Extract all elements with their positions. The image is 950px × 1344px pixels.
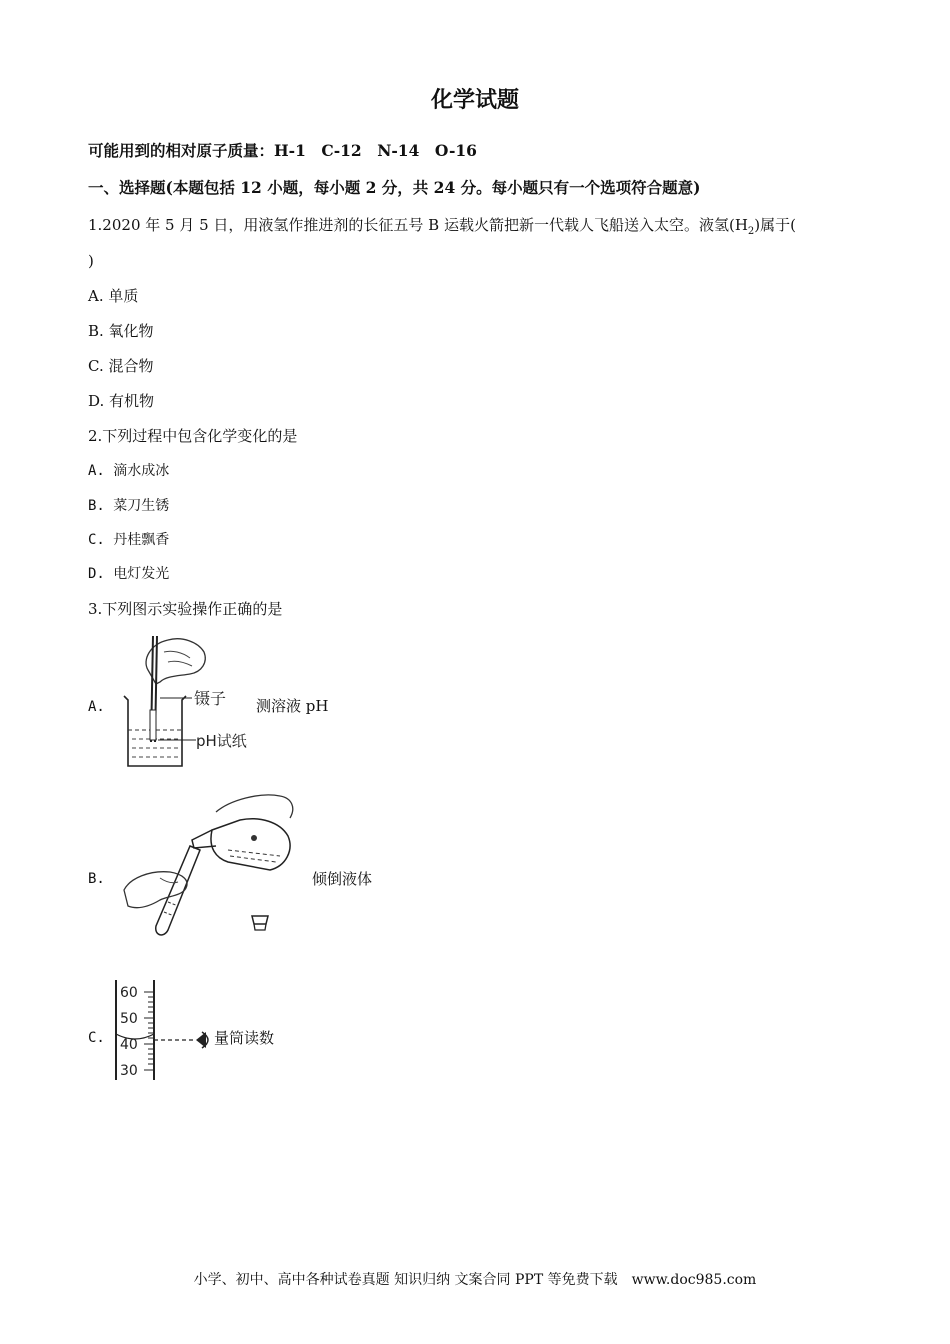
- atomic-mass-line: 可能用到的相对原子质量：H-1 C-12 N-14 O-16: [88, 141, 477, 160]
- page-title: 化学试题: [430, 87, 519, 113]
- tick-label: 40: [120, 1037, 138, 1053]
- q3-option-c-caption: 量筒读数: [214, 1029, 275, 1047]
- ph-paper-label: pH试纸: [196, 732, 247, 750]
- q3-option-a-letter: A.: [88, 699, 105, 715]
- tick-label: 60: [120, 985, 138, 1001]
- cylinder-reading-figure: [110, 980, 220, 1082]
- tick-label: 50: [120, 1011, 138, 1027]
- q3-stem: 3.下列图示实验操作正确的是: [88, 600, 283, 618]
- hand-icon: [216, 795, 293, 818]
- ph-paper-icon: [150, 710, 156, 740]
- test-tube-icon: [156, 846, 200, 935]
- q3-option-c-letter: C.: [88, 1030, 105, 1046]
- footer-ad: 小学、初中、高中各种试卷真题 知识归纳 文案合同 PPT 等免费下载 www.doc985.com: [193, 1272, 757, 1288]
- q1-option: A. 单质: [88, 287, 139, 305]
- q1-option: D. 有机物: [88, 392, 155, 410]
- q3-option-a-caption: 测溶液 pH: [256, 697, 329, 715]
- stopper-icon: [252, 916, 268, 924]
- q2-option: D. 电灯发光: [88, 566, 170, 582]
- pour-liquid-figure: [120, 790, 305, 940]
- reagent-bottle-icon: [211, 819, 290, 870]
- tick-label: 30: [120, 1063, 138, 1079]
- q3-option-b-caption: 倾倒液体: [312, 870, 373, 888]
- q1-option: C. 混合物: [88, 357, 154, 375]
- q2-stem: 2.下列过程中包含化学变化的是: [88, 427, 298, 445]
- q1-stem: 1.2020 年 5 月 5 日，用液氢作推进剂的长征五号 B 运载火箭把新一代载人飞船送入太空。液氢$(H_2)$属于(: [88, 216, 797, 237]
- ph-measure-figure: [120, 632, 260, 774]
- q2-option: C. 丹桂飘香: [88, 532, 170, 548]
- section-heading: 一、选择题(本题包括 12 小题，每小题 2 分，共 24 分。每小题只有一个选项符合题意): [88, 178, 701, 197]
- q3-option-b-letter: B.: [88, 871, 105, 887]
- q2-option: A. 滴水成冰: [88, 463, 170, 479]
- q1-option: B. 氧化物: [88, 322, 154, 340]
- q1-stem-close: ): [88, 252, 94, 270]
- tweezers-label: 镊子: [194, 689, 227, 708]
- q2-option: B. 菜刀生锈: [88, 498, 170, 514]
